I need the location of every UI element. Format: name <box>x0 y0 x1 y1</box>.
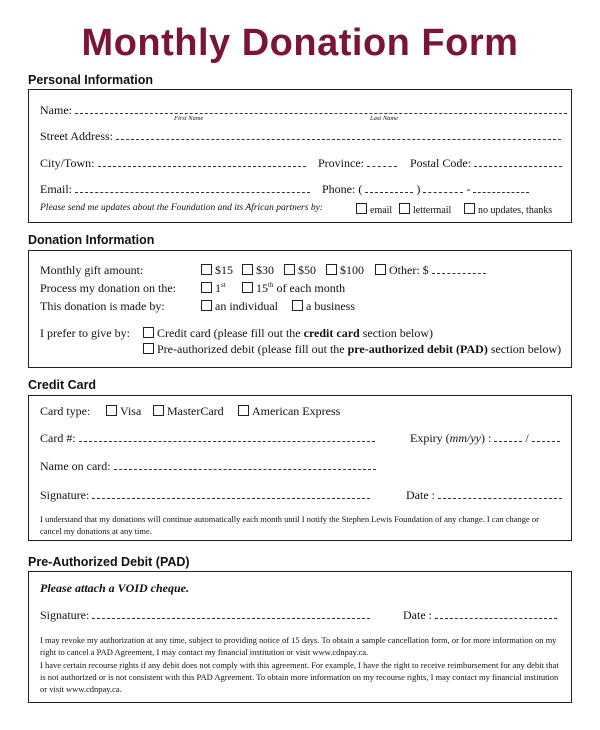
pad-signature-field[interactable] <box>92 608 370 619</box>
visa-checkbox[interactable] <box>106 405 117 416</box>
amount-100-label: $100 <box>340 263 364 277</box>
credit-card-bold-text: credit card <box>303 326 360 340</box>
pad-note-revoke: I may revoke my authorization at any time, subject to providing notice of 15 days. To obtain a sample cancellation form, or for more information on my right to cancel a PAD Agreement, I may contact my financial institution or visit www.cdnpay.ca. <box>40 635 557 657</box>
no-updates-option-label: no updates, thanks <box>478 205 553 216</box>
amount-15-label: $15 <box>215 263 233 277</box>
visa-label: Visa <box>120 404 142 418</box>
business-label: a business <box>306 299 355 313</box>
email-field[interactable] <box>75 182 310 193</box>
name-on-card-label: Name on card: <box>40 459 111 473</box>
day-1st-label: 1 <box>215 281 221 295</box>
credit-card-checkbox[interactable] <box>143 327 154 338</box>
email-option-label: email <box>370 205 393 216</box>
pad-option-suffix: section below) <box>487 342 562 356</box>
card-type-label: Card type: <box>40 404 91 418</box>
phone-open-paren: ( <box>358 182 363 196</box>
name-label: Name: <box>40 103 72 117</box>
amex-label: American Express <box>252 404 341 418</box>
cc-signature-field[interactable] <box>92 488 370 499</box>
card-number-field[interactable] <box>79 431 375 442</box>
day-15th-label: 15 <box>256 281 268 295</box>
process-label: Process my donation on the: <box>40 281 176 295</box>
business-checkbox[interactable] <box>292 300 303 311</box>
email-checkbox[interactable] <box>356 203 367 214</box>
name-field[interactable] <box>75 103 567 114</box>
day-15th-suffix: th <box>268 281 274 289</box>
personal-heading: Personal Information <box>28 73 154 87</box>
phone-label: Phone: <box>322 182 356 196</box>
expiry-slash: / <box>525 431 529 445</box>
province-label: Province: <box>318 156 364 170</box>
expiry-format: mm/yy <box>449 431 481 445</box>
phone-close-paren: ) <box>416 182 421 196</box>
individual-checkbox[interactable] <box>201 300 212 311</box>
expiry-month-field[interactable] <box>494 431 522 442</box>
updates-text: Please send me updates about the Foundation and its African partners by: <box>40 203 323 213</box>
phone-prefix-field[interactable] <box>423 182 463 193</box>
phone-line-field[interactable] <box>473 182 529 193</box>
day-1st-checkbox[interactable] <box>201 282 212 293</box>
day-15th-checkbox[interactable] <box>242 282 253 293</box>
last-name-hint: Last Name <box>370 115 398 122</box>
credit-card-option-suffix: section below) <box>359 326 434 340</box>
pad-checkbox[interactable] <box>143 343 154 354</box>
expiry-year-field[interactable] <box>532 431 560 442</box>
amount-50-checkbox[interactable] <box>284 264 295 275</box>
amount-30-checkbox[interactable] <box>242 264 253 275</box>
province-field[interactable] <box>367 156 397 167</box>
amount-other-checkbox[interactable] <box>375 264 386 275</box>
other-amount-field[interactable] <box>432 263 486 274</box>
donation-heading: Donation Information <box>28 233 155 247</box>
gift-amount-label: Monthly gift amount: <box>40 263 144 277</box>
lettermail-option-label: lettermail <box>413 205 452 216</box>
cc-date-field[interactable] <box>438 488 562 499</box>
cc-date-label: Date : <box>406 488 435 502</box>
pad-note-recourse: I have certain recourse rights if any debit does not comply with this agreement. For example, I have the right to receive reimbursement for any debit that is not authorized or is not consistent with this PAD Agreement. To obtain more information on my recourse rights, I may contact my financial institution or visit www.cdnpay.ca. <box>40 660 559 694</box>
made-by-label: This donation is made by: <box>40 299 165 313</box>
no-updates-checkbox[interactable] <box>464 203 475 214</box>
city-label: City/Town: <box>40 156 95 170</box>
city-field[interactable] <box>98 156 306 167</box>
name-on-card-field[interactable] <box>114 459 376 470</box>
mastercard-checkbox[interactable] <box>153 405 164 416</box>
lettermail-checkbox[interactable] <box>399 203 410 214</box>
amount-other-label: Other: $ <box>389 263 429 277</box>
pad-date-label: Date : <box>403 608 432 622</box>
each-month-text: of each month <box>276 281 346 295</box>
credit-note: I understand that my donations will continue automatically each month until I notify the Stephen Lewis Foundation of any change. I can change or cancel my donations at any time. <box>40 514 540 536</box>
pad-signature-label: Signature: <box>40 608 90 622</box>
pad-option-text: Pre-authorized debit (please fill out the <box>157 342 348 356</box>
phone-area-field[interactable] <box>365 182 413 193</box>
street-field[interactable] <box>116 129 561 140</box>
expiry-label-end: ) : <box>480 431 492 445</box>
prefer-label: I prefer to give by: <box>40 326 130 340</box>
day-1st-suffix: st <box>221 281 226 289</box>
credit-heading: Credit Card <box>28 378 97 392</box>
credit-card-option-text: Credit card (please fill out the <box>157 326 304 340</box>
postal-field[interactable] <box>474 156 562 167</box>
cc-signature-label: Signature: <box>40 488 90 502</box>
pad-date-field[interactable] <box>435 608 557 619</box>
first-name-hint: First Name <box>174 115 204 122</box>
phone-dash: - <box>466 182 471 196</box>
amount-30-label: $30 <box>256 263 274 277</box>
card-number-label: Card #: <box>40 431 76 445</box>
mastercard-label: MasterCard <box>167 404 224 418</box>
street-label: Street Address: <box>40 129 113 143</box>
postal-label: Postal Code: <box>410 156 472 170</box>
void-cheque-instruction: Please attach a VOID cheque. <box>40 581 189 595</box>
email-label: Email: <box>40 182 72 196</box>
expiry-label: Expiry ( <box>410 431 450 445</box>
amount-15-checkbox[interactable] <box>201 264 212 275</box>
individual-label: an individual <box>215 299 278 313</box>
pad-bold-text: pre-authorized debit (PAD) <box>347 342 488 356</box>
amount-100-checkbox[interactable] <box>326 264 337 275</box>
form-title: Monthly Donation Form <box>81 22 519 64</box>
amount-50-label: $50 <box>298 263 316 277</box>
pad-heading: Pre-Authorized Debit (PAD) <box>28 555 190 569</box>
amex-checkbox[interactable] <box>238 405 249 416</box>
